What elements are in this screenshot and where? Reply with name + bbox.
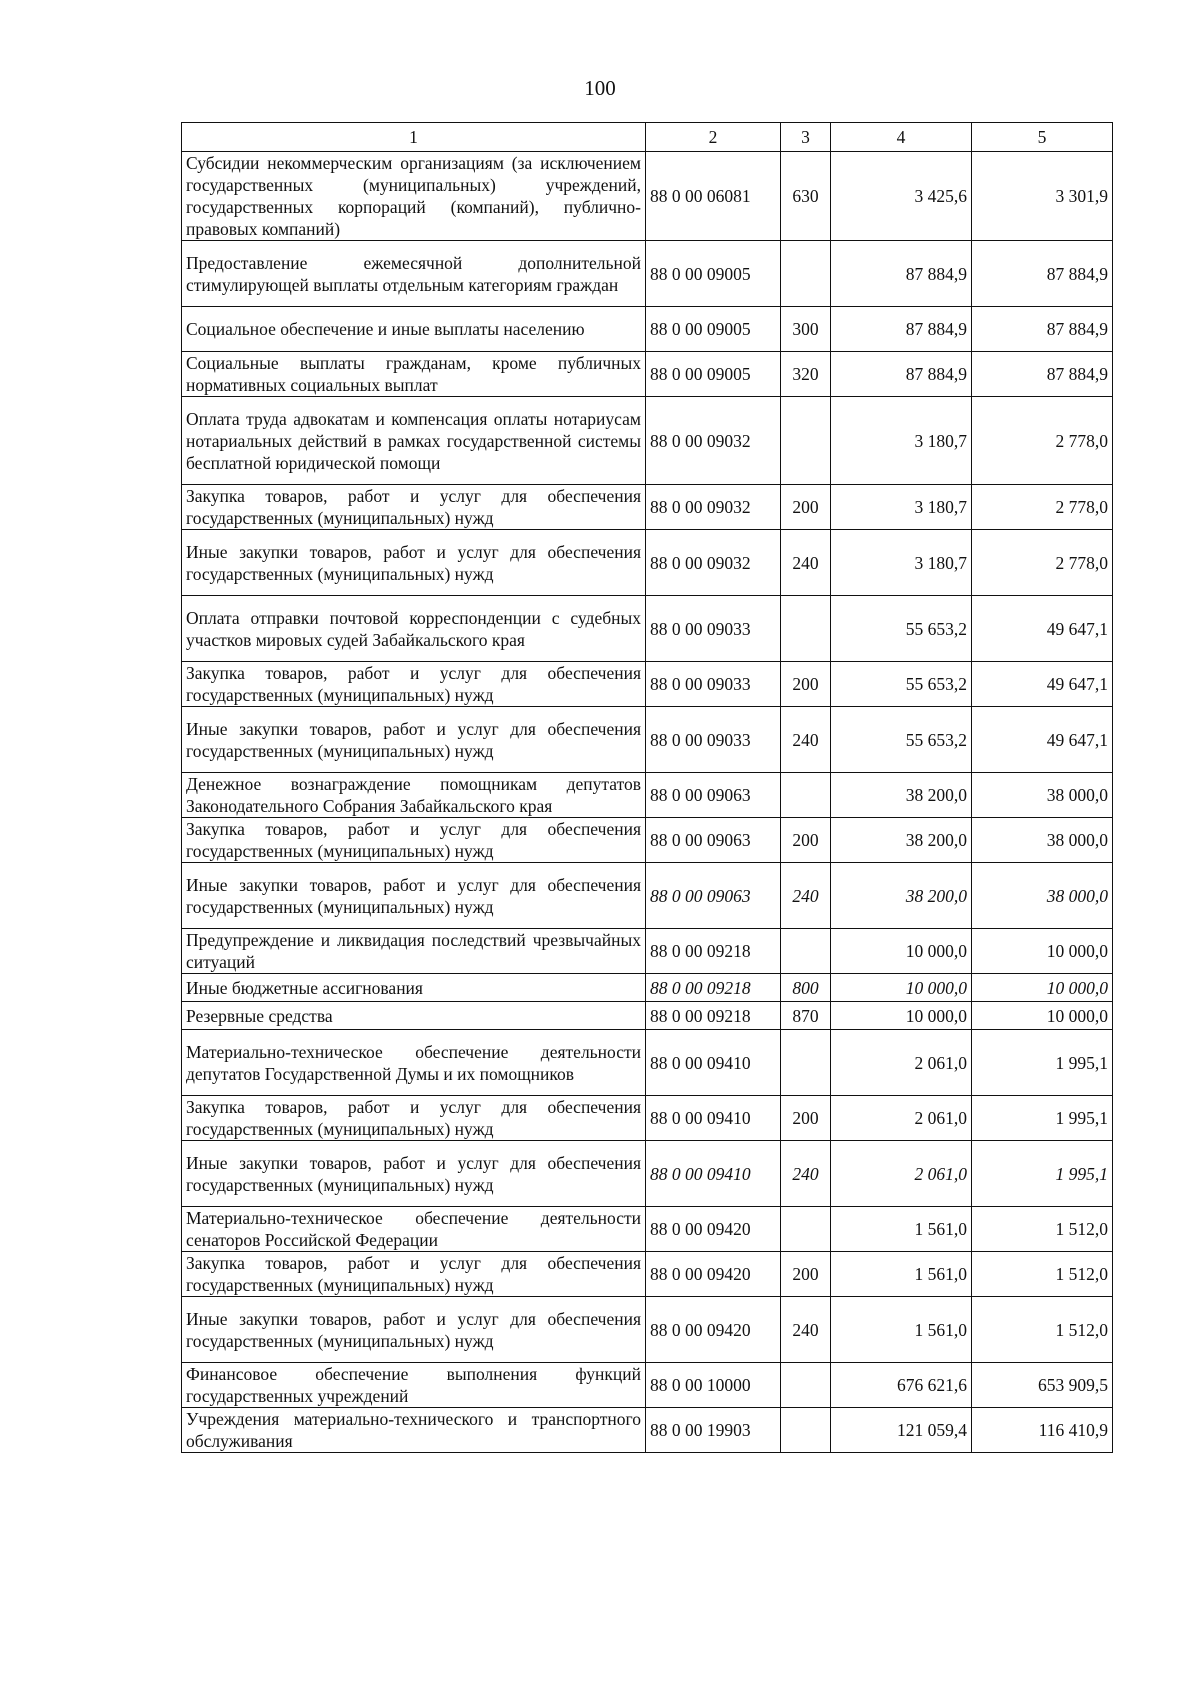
row-amount-col4: 87 884,9 bbox=[831, 307, 972, 352]
row-amount-col5: 653 909,5 bbox=[972, 1363, 1113, 1408]
row-amount-col4: 3 425,6 bbox=[831, 152, 972, 241]
row-expense-type: 240 bbox=[781, 1141, 831, 1207]
row-description: Оплата отправки почтовой корреспонденции с судебных участков мировых судей Забайкальского края bbox=[182, 596, 646, 662]
row-code: 88 0 00 09063 bbox=[646, 773, 781, 818]
row-code: 88 0 00 09410 bbox=[646, 1096, 781, 1141]
row-amount-col5: 49 647,1 bbox=[972, 662, 1113, 707]
row-code: 88 0 00 09410 bbox=[646, 1141, 781, 1207]
row-amount-col5: 1 512,0 bbox=[972, 1207, 1113, 1252]
table-row bbox=[182, 929, 1113, 974]
row-amount-col5: 2 778,0 bbox=[972, 397, 1113, 485]
row-expense-type bbox=[781, 397, 831, 485]
row-amount-col4: 38 200,0 bbox=[831, 773, 972, 818]
table-row bbox=[182, 397, 1113, 485]
row-description: Закупка товаров, работ и услуг для обеспечения государственных (муниципальных) нужд bbox=[182, 818, 646, 863]
row-expense-type bbox=[781, 1408, 831, 1453]
row-expense-type bbox=[781, 1363, 831, 1408]
row-amount-col5: 10 000,0 bbox=[972, 974, 1113, 1002]
table-row bbox=[182, 662, 1113, 707]
row-expense-type: 240 bbox=[781, 1297, 831, 1363]
row-code: 88 0 00 09032 bbox=[646, 397, 781, 485]
row-code: 88 0 00 09063 bbox=[646, 863, 781, 929]
row-code: 88 0 00 09218 bbox=[646, 974, 781, 1002]
row-description: Закупка товаров, работ и услуг для обеспечения государственных (муниципальных) нужд bbox=[182, 1096, 646, 1141]
row-amount-col5: 38 000,0 bbox=[972, 863, 1113, 929]
row-expense-type: 320 bbox=[781, 352, 831, 397]
column-number-3: 3 bbox=[781, 123, 831, 152]
table-row bbox=[182, 818, 1113, 863]
row-amount-col4: 10 000,0 bbox=[831, 974, 972, 1002]
row-amount-col4: 1 561,0 bbox=[831, 1297, 972, 1363]
table-row bbox=[182, 152, 1113, 241]
row-amount-col5: 38 000,0 bbox=[972, 818, 1113, 863]
table-row bbox=[182, 773, 1113, 818]
row-expense-type: 200 bbox=[781, 818, 831, 863]
row-code: 88 0 00 09033 bbox=[646, 596, 781, 662]
row-amount-col5: 116 410,9 bbox=[972, 1408, 1113, 1453]
row-amount-col4: 1 561,0 bbox=[831, 1252, 972, 1297]
row-description: Субсидии некоммерческим организациям (за исключением государственных (муниципальных) учреждений, государственных корпораций (компаний), публично-правовых компаний) bbox=[182, 152, 646, 241]
row-description: Закупка товаров, работ и услуг для обеспечения государственных (муниципальных) нужд bbox=[182, 662, 646, 707]
row-description: Социальные выплаты гражданам, кроме публичных нормативных социальных выплат bbox=[182, 352, 646, 397]
row-expense-type: 240 bbox=[781, 707, 831, 773]
table-row bbox=[182, 1030, 1113, 1096]
row-expense-type: 200 bbox=[781, 1096, 831, 1141]
row-amount-col5: 38 000,0 bbox=[972, 773, 1113, 818]
row-description: Иные закупки товаров, работ и услуг для обеспечения государственных (муниципальных) нужд bbox=[182, 530, 646, 596]
row-code: 88 0 00 19903 bbox=[646, 1408, 781, 1453]
table-row bbox=[182, 974, 1113, 1002]
row-code: 88 0 00 09033 bbox=[646, 662, 781, 707]
row-code: 88 0 00 09005 bbox=[646, 352, 781, 397]
table-row bbox=[182, 1096, 1113, 1141]
row-description: Иные закупки товаров, работ и услуг для обеспечения государственных (муниципальных) нужд bbox=[182, 1141, 646, 1207]
budget-table bbox=[181, 122, 1113, 1453]
row-expense-type bbox=[781, 929, 831, 974]
row-amount-col4: 10 000,0 bbox=[831, 929, 972, 974]
table-row bbox=[182, 307, 1113, 352]
row-code: 88 0 00 09005 bbox=[646, 307, 781, 352]
row-description: Резервные средства bbox=[182, 1002, 646, 1030]
row-code: 88 0 00 09218 bbox=[646, 929, 781, 974]
row-description: Предоставление ежемесячной дополнительной стимулирующей выплаты отдельным категориям граждан bbox=[182, 241, 646, 307]
row-description: Денежное вознаграждение помощникам депутатов Законодательного Собрания Забайкальского края bbox=[182, 773, 646, 818]
row-amount-col4: 2 061,0 bbox=[831, 1030, 972, 1096]
table-row bbox=[182, 485, 1113, 530]
table-row bbox=[182, 1363, 1113, 1408]
table-row bbox=[182, 1408, 1113, 1453]
row-amount-col4: 55 653,2 bbox=[831, 596, 972, 662]
row-description: Предупреждение и ликвидация последствий чрезвычайных ситуаций bbox=[182, 929, 646, 974]
table-row bbox=[182, 1002, 1113, 1030]
row-description: Закупка товаров, работ и услуг для обеспечения государственных (муниципальных) нужд bbox=[182, 1252, 646, 1297]
page-number: 100 bbox=[584, 76, 616, 100]
row-amount-col5: 1 512,0 bbox=[972, 1252, 1113, 1297]
row-code: 88 0 00 09410 bbox=[646, 1030, 781, 1096]
table-row bbox=[182, 1207, 1113, 1252]
row-description: Иные бюджетные ассигнования bbox=[182, 974, 646, 1002]
row-amount-col5: 49 647,1 bbox=[972, 596, 1113, 662]
row-amount-col4: 87 884,9 bbox=[831, 352, 972, 397]
row-code: 88 0 00 09420 bbox=[646, 1252, 781, 1297]
row-code: 88 0 00 06081 bbox=[646, 152, 781, 241]
row-code: 88 0 00 09032 bbox=[646, 485, 781, 530]
table-row bbox=[182, 530, 1113, 596]
row-code: 88 0 00 09218 bbox=[646, 1002, 781, 1030]
row-amount-col4: 55 653,2 bbox=[831, 707, 972, 773]
row-code: 88 0 00 10000 bbox=[646, 1363, 781, 1408]
row-amount-col5: 1 995,1 bbox=[972, 1030, 1113, 1096]
column-number-2: 2 bbox=[646, 123, 781, 152]
row-amount-col5: 87 884,9 bbox=[972, 241, 1113, 307]
row-description: Иные закупки товаров, работ и услуг для обеспечения государственных (муниципальных) нужд bbox=[182, 707, 646, 773]
row-expense-type: 240 bbox=[781, 530, 831, 596]
row-amount-col5: 1 512,0 bbox=[972, 1297, 1113, 1363]
row-amount-col4: 3 180,7 bbox=[831, 397, 972, 485]
row-amount-col5: 3 301,9 bbox=[972, 152, 1113, 241]
row-expense-type bbox=[781, 241, 831, 307]
column-number-4: 4 bbox=[831, 123, 972, 152]
column-number-1: 1 bbox=[182, 123, 646, 152]
row-amount-col4: 38 200,0 bbox=[831, 818, 972, 863]
row-code: 88 0 00 09420 bbox=[646, 1297, 781, 1363]
row-expense-type: 200 bbox=[781, 662, 831, 707]
row-code: 88 0 00 09005 bbox=[646, 241, 781, 307]
row-expense-type: 200 bbox=[781, 1252, 831, 1297]
row-description: Учреждения материально-технического и транспортного обслуживания bbox=[182, 1408, 646, 1453]
row-description: Закупка товаров, работ и услуг для обеспечения государственных (муниципальных) нужд bbox=[182, 485, 646, 530]
column-number-header-row bbox=[182, 123, 1113, 152]
row-description: Иные закупки товаров, работ и услуг для обеспечения государственных (муниципальных) нужд bbox=[182, 1297, 646, 1363]
row-description: Оплата труда адвокатам и компенсация оплаты нотариусам нотариальных действий в рамках государственной системы бесплатной юридической помощи bbox=[182, 397, 646, 485]
table-row bbox=[182, 863, 1113, 929]
table-row bbox=[182, 352, 1113, 397]
row-amount-col4: 3 180,7 bbox=[831, 485, 972, 530]
row-amount-col4: 55 653,2 bbox=[831, 662, 972, 707]
row-description: Иные закупки товаров, работ и услуг для обеспечения государственных (муниципальных) нужд bbox=[182, 863, 646, 929]
row-expense-type bbox=[781, 596, 831, 662]
row-expense-type: 200 bbox=[781, 485, 831, 530]
table-row bbox=[182, 707, 1113, 773]
row-amount-col5: 2 778,0 bbox=[972, 485, 1113, 530]
row-code: 88 0 00 09032 bbox=[646, 530, 781, 596]
row-expense-type bbox=[781, 773, 831, 818]
row-description: Социальное обеспечение и иные выплаты населению bbox=[182, 307, 646, 352]
table-row bbox=[182, 1252, 1113, 1297]
row-expense-type bbox=[781, 1030, 831, 1096]
row-amount-col4: 676 621,6 bbox=[831, 1363, 972, 1408]
table-row bbox=[182, 241, 1113, 307]
table-row bbox=[182, 1297, 1113, 1363]
row-amount-col5: 10 000,0 bbox=[972, 1002, 1113, 1030]
row-expense-type: 870 bbox=[781, 1002, 831, 1030]
row-description: Материально-техническое обеспечение деятельности сенаторов Российской Федерации bbox=[182, 1207, 646, 1252]
row-amount-col5: 10 000,0 bbox=[972, 929, 1113, 974]
row-amount-col4: 1 561,0 bbox=[831, 1207, 972, 1252]
row-code: 88 0 00 09033 bbox=[646, 707, 781, 773]
row-amount-col4: 2 061,0 bbox=[831, 1096, 972, 1141]
row-amount-col5: 49 647,1 bbox=[972, 707, 1113, 773]
row-amount-col5: 87 884,9 bbox=[972, 307, 1113, 352]
row-amount-col4: 38 200,0 bbox=[831, 863, 972, 929]
row-amount-col5: 2 778,0 bbox=[972, 530, 1113, 596]
row-code: 88 0 00 09063 bbox=[646, 818, 781, 863]
row-amount-col5: 1 995,1 bbox=[972, 1141, 1113, 1207]
row-description: Финансовое обеспечение выполнения функций государственных учреждений bbox=[182, 1363, 646, 1408]
row-amount-col4: 3 180,7 bbox=[831, 530, 972, 596]
column-number-5: 5 bbox=[972, 123, 1113, 152]
row-expense-type: 630 bbox=[781, 152, 831, 241]
row-code: 88 0 00 09420 bbox=[646, 1207, 781, 1252]
row-amount-col5: 87 884,9 bbox=[972, 352, 1113, 397]
table-row bbox=[182, 1141, 1113, 1207]
row-expense-type bbox=[781, 1207, 831, 1252]
row-expense-type: 800 bbox=[781, 974, 831, 1002]
row-amount-col4: 87 884,9 bbox=[831, 241, 972, 307]
row-amount-col4: 2 061,0 bbox=[831, 1141, 972, 1207]
row-amount-col4: 121 059,4 bbox=[831, 1408, 972, 1453]
row-amount-col4: 10 000,0 bbox=[831, 1002, 972, 1030]
row-description: Материально-техническое обеспечение деятельности депутатов Государственной Думы и их помощников bbox=[182, 1030, 646, 1096]
row-amount-col5: 1 995,1 bbox=[972, 1096, 1113, 1141]
row-expense-type: 300 bbox=[781, 307, 831, 352]
table-row bbox=[182, 596, 1113, 662]
row-expense-type: 240 bbox=[781, 863, 831, 929]
